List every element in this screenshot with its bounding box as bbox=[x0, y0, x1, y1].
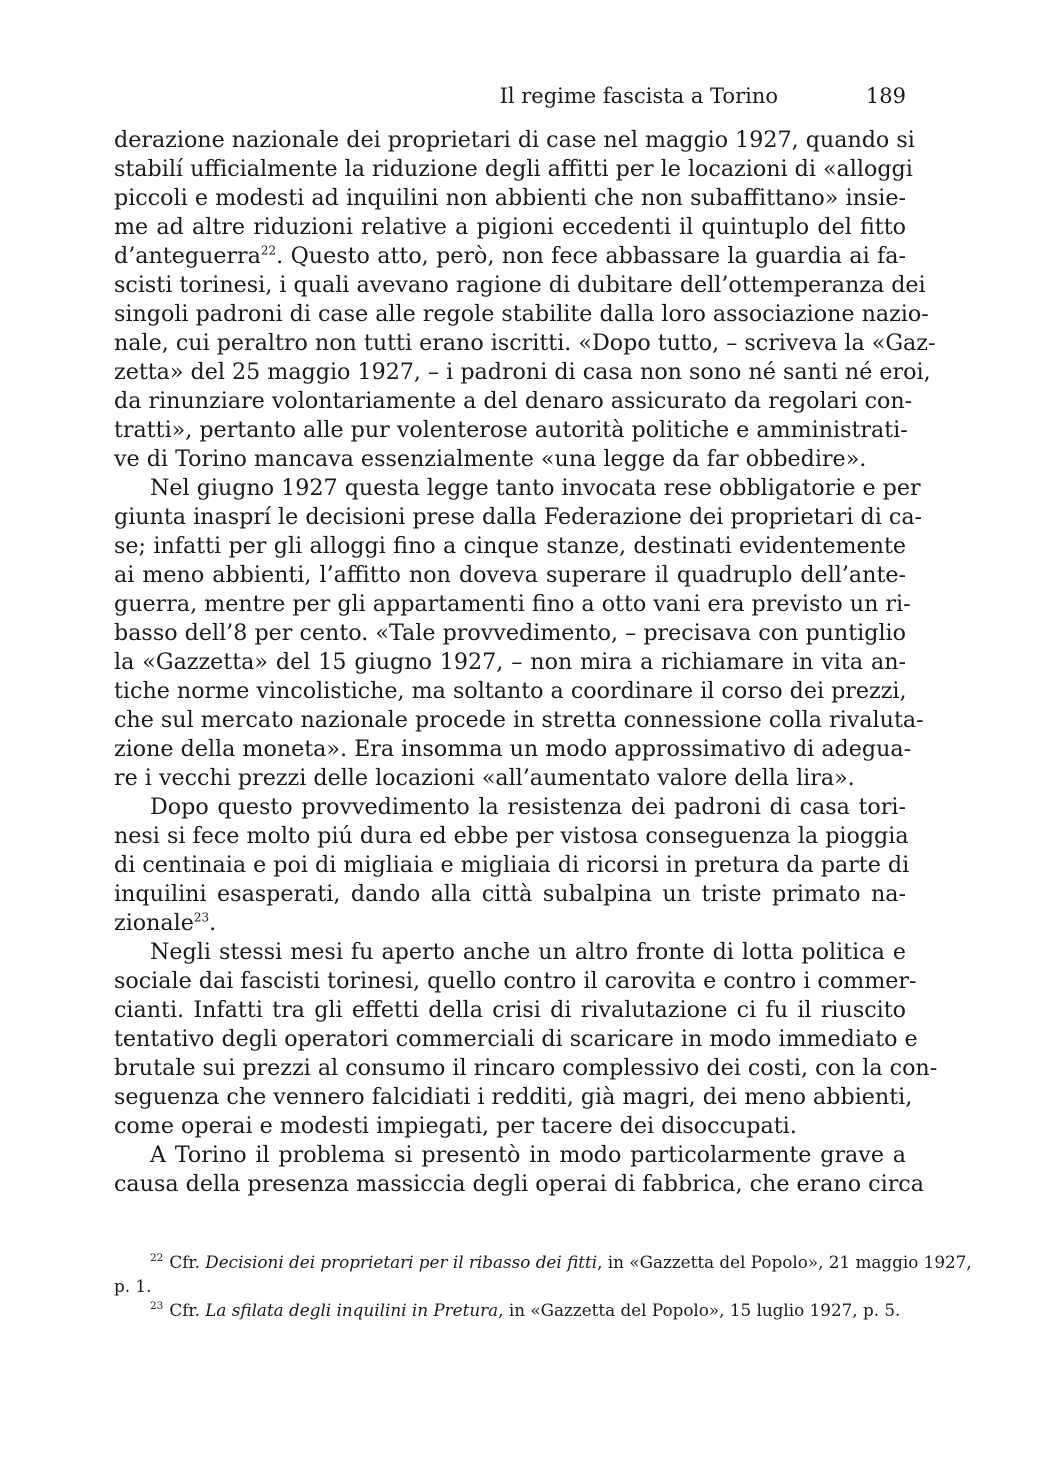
paragraph-start-line: Nel giugno 1927 questa legge tanto invocata rese obbligatorie e per bbox=[150, 475, 921, 501]
footnote-reference: 23 bbox=[193, 910, 210, 925]
footnote-prefix: Cfr. bbox=[169, 1300, 206, 1320]
running-header bbox=[114, 84, 906, 114]
text-line: seguenza che vennero falcidiati i redditi, già magri, dei meno abbienti, bbox=[114, 1084, 913, 1110]
text-line: cianti. Infatti tra gli effetti della crisi di rivalutazione ci fu il riuscito bbox=[114, 997, 906, 1023]
text-line bbox=[114, 909, 906, 938]
footnote-title: La sfilata degli inquilini in Pretura bbox=[205, 1300, 499, 1320]
text-line: stabilí ufficialmente la riduzione degli affitti per le locazioni di «alloggi bbox=[114, 156, 913, 182]
text-line: da rinunziare volontariamente a del denaro assicurato da regolari con- bbox=[114, 388, 913, 414]
text-line: nale, cui peraltro non tutti erano iscritti. «Dopo tutto, – scriveva la «Gaz- bbox=[114, 330, 936, 356]
body-text bbox=[114, 126, 938, 1199]
text-line: ai meno abbienti, l’affitto non doveva superare il quadruplo dell’ante- bbox=[114, 562, 906, 588]
text-line bbox=[114, 242, 906, 271]
text-line: causa della presenza massiccia degli operai di fabbrica, che erano circa bbox=[114, 1171, 924, 1197]
text-fragment: . bbox=[209, 910, 217, 936]
text-line: piccoli e modesti ad inquilini non abbienti che non subaffittano» insie- bbox=[114, 185, 906, 211]
text-line: zetta» del 25 maggio 1927, – i padroni di casa non sono né santi né eroi, bbox=[114, 359, 931, 385]
footnote-text: , in «Gazzetta del Popolo», 21 maggio 1927, bbox=[597, 1252, 972, 1272]
text-line: se; infatti per gli alloggi fino a cinque stanze, destinati evidentemente bbox=[114, 533, 906, 559]
page-number: 189 bbox=[865, 84, 906, 108]
text-line: tentativo degli operatori commerciali di scaricare in modo immediato e bbox=[114, 1026, 918, 1052]
text-line: zione della moneta». Era insomma un modo approssimativo di adegua- bbox=[114, 736, 912, 762]
text-fragment: . Questo atto, però, non fece abbassare la guardia ai fa- bbox=[276, 243, 906, 269]
text-fragment: d’anteguerra bbox=[114, 243, 261, 269]
footnote-23 bbox=[114, 1298, 906, 1322]
footnote-title: Decisioni dei proprietari per il ribasso dei fitti bbox=[205, 1252, 598, 1272]
text-line: tratti», pertanto alle pur volenterose autorità politiche e amministrati- bbox=[114, 417, 908, 443]
text-line: tiche norme vincolistiche, ma soltanto a coordinare il corso dei prezzi, bbox=[114, 678, 907, 704]
text-line: ve di Torino mancava essenzialmente «una legge da far obbedire». bbox=[114, 446, 867, 472]
book-page bbox=[114, 0, 972, 1461]
footnote-continuation: p. 1. bbox=[114, 1276, 152, 1296]
text-line: la «Gazzetta» del 15 giugno 1927, – non mira a richiamare in vita an- bbox=[114, 649, 906, 675]
text-line: singoli padroni di case alle regole stabilite dalla loro associazione nazio- bbox=[114, 301, 929, 327]
text-line: guerra, mentre per gli appartamenti fino a otto vani era previsto un ri- bbox=[114, 591, 911, 617]
text-fragment: zionale bbox=[114, 910, 194, 936]
footnote-text: , in «Gazzetta del Popolo», 15 luglio 1927, p. 5. bbox=[498, 1300, 901, 1320]
text-line: di centinaia e poi di migliaia e migliaia di ricorsi in pretura da parte di bbox=[114, 852, 910, 878]
text-line: sociale dai fascisti torinesi, quello contro il carovita e contro i commer- bbox=[114, 968, 917, 994]
paragraph-start-line: Negli stessi mesi fu aperto anche un altro fronte di lotta politica e bbox=[150, 939, 906, 965]
paragraph-start-line: A Torino il problema si presentò in modo particolarmente grave a bbox=[150, 1142, 906, 1168]
text-line: come operai e modesti impiegati, per tacere dei disoccupati. bbox=[114, 1113, 797, 1139]
text-line: che sul mercato nazionale procede in stretta connessione colla rivaluta- bbox=[114, 707, 924, 733]
paragraph-start-line: Dopo questo provvedimento la resistenza dei padroni di casa tori- bbox=[150, 794, 906, 820]
text-line: giunta inasprí le decisioni prese dalla Federazione dei proprietari di ca- bbox=[114, 504, 923, 530]
footnote-22 bbox=[114, 1250, 972, 1274]
text-line: basso dell’8 per cento. «Tale provvedimento, – precisava con puntiglio bbox=[114, 620, 906, 646]
text-line: derazione nazionale dei proprietari di case nel maggio 1927, quando si bbox=[114, 127, 915, 153]
running-title: Il regime fascista a Torino bbox=[499, 84, 778, 108]
text-line: nesi si fece molto piú dura ed ebbe per vistosa conseguenza la pioggia bbox=[114, 823, 909, 849]
footnote-prefix: Cfr. bbox=[169, 1252, 206, 1272]
footnotes bbox=[114, 1250, 972, 1322]
text-line: brutale sui prezzi al consumo il rincaro complessivo dei costi, con la con- bbox=[114, 1055, 938, 1081]
footnote-mark: 22 bbox=[150, 1252, 164, 1265]
text-line: me ad altre riduzioni relative a pigioni eccedenti il quintuplo del fitto bbox=[114, 214, 906, 240]
text-line: re i vecchi prezzi delle locazioni «all’aumentato valore della lira». bbox=[114, 765, 855, 791]
text-line: inquilini esasperati, dando alla città subalpina un triste primato na- bbox=[114, 881, 906, 907]
text-line: scisti torinesi, i quali avevano ragione di dubitare dell’ottemperanza dei bbox=[114, 272, 926, 298]
footnote-reference: 22 bbox=[260, 243, 277, 258]
footnote-mark: 23 bbox=[150, 1300, 164, 1313]
